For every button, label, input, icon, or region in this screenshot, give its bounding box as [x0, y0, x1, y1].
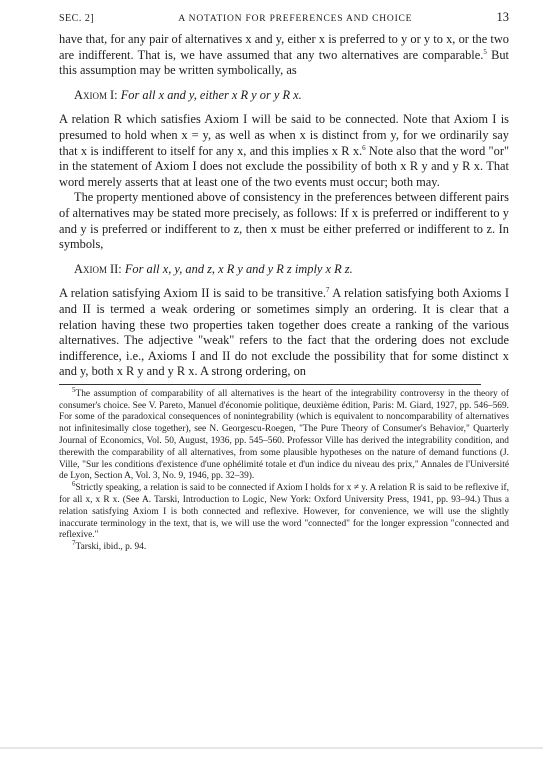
paragraph-transitive [59, 286, 509, 380]
footnote-ref-7: 7 [325, 286, 330, 295]
footnotes [59, 385, 509, 554]
paragraph-text: A relation R which satisfies Axiom I will be said to be connected. Note that Axiom I is presumed to hold when x = y, as well as when x is distinct from y, for we ordinarily say that x is indifferent to itself for any x, and this implies x R x. [59, 112, 509, 158]
paragraph-consistency: The property mentioned above of consistency in the preferences between different pairs of alternatives may be stated more precisely, as follows: If x is preferred or indifferent to y and y is preferred or indifferent to z, then x must be either preferred or indifferent to z. In symbols, [59, 190, 509, 252]
paragraph-connected [59, 112, 509, 190]
footnote-divider [59, 384, 481, 385]
axiom-2-label: Axiom II: [74, 261, 122, 276]
running-title: A NOTATION FOR PREFERENCES AND CHOICE [178, 14, 413, 24]
footnote-5 [59, 385, 509, 483]
paragraph-text: But this assumption may be written symbolically, as [59, 47, 510, 78]
page-bottom-edge [0, 747, 543, 749]
footnote-6-mark: 6 [72, 480, 76, 489]
paragraph-comparability [59, 32, 509, 79]
footnote-7-text: Tarski, ibid., p. 94. [75, 542, 147, 553]
main-text [59, 32, 509, 380]
paragraph-text: Note also that the word "or" in the statement of Axiom I does not exclude the possibility of both x R y and y R x. That word merely asserts that at least one of the two events must occur; both may. [59, 143, 509, 189]
axiom-1 [74, 88, 509, 104]
section-label: SEC. 2] [59, 13, 95, 24]
page-number: 13 [496, 10, 509, 24]
paragraph-text: A relation satisfying Axiom II is said to be transitive. [59, 286, 326, 301]
footnote-5-text: The assumption of comparability of all alternatives is the heart of the integrability controversy in the theory of consumer's choice. See V. Pareto, Manuel d'économie politique, deuxième édition, Paris: M. Giard, 1927, pp. 546–569. For some of the paradoxical consequences of nonintegrability (which is equivalent to noncomparability of alternatives not infinitesimally close together), see N. Georgescu-Roegen, "The Pure Theory of Consumer's Behavior," Quarterly Journal of Economics, Vol. 50, August, 1936, pp. 545–560. Professor Ville has derived the integrability condition, and therewith the comparability of all alternatives, from some plausible hypotheses on the nature of demand functions (J. Ville, "Sur les conditions d'existence d'une ophélimité totale et d'un indice du niveau des prix," Annales de l'Université de Lyon, Section A, Vol. 3, No. 9, 1946, pp. 32–39). [59, 388, 509, 482]
footnote-ref-6: 6 [362, 143, 366, 152]
axiom-1-statement: For all x and y, either x R y or y R x. [120, 87, 302, 102]
footnote-5-mark: 5 [72, 385, 76, 394]
footnote-7 [59, 539, 509, 554]
axiom-2 [74, 262, 509, 278]
running-header [59, 10, 509, 32]
footnote-6-text: Strictly speaking, a relation is said to be connected if Axiom I holds for x ≠ y. A relation R is said to be reflexive if, for all x, x R x. (See A. Tarski, Introduction to Logic, New York: Oxford University Press, 1941, pp. 93–94.) Thus a relation satisfying Axiom I is both connected and reflexive. However, for convenience, we will use the slightly inaccurate terminology in the text, that is, we will use the word "connected" for the longer expression "connected and reflexive." [59, 483, 509, 541]
paragraph-text: A relation satisfying both Axioms I and II is termed a weak ordering or sometimes simply an ordering. It is clear that a relation having these two properties taken together does create a ranking of the various alternatives. The adjective "weak" refers to the fact that the ordering does not exclude indifference, i.e., Axioms I and II do not exclude the possibility that for some distinct x and y, both x R y and y R x. A strong ordering, on [59, 286, 509, 379]
paragraph-text: have that, for any pair of alternatives x and y, either x is preferred to y or y to x, or the two are indifferent. That is, we have assumed that any two alternatives are comparable. [59, 32, 509, 62]
footnote-7-mark: 7 [72, 539, 76, 548]
footnote-ref-5: 5 [483, 47, 487, 56]
axiom-2-statement: For all x, y, and z, x R y and y R z imply x R z. [124, 261, 353, 276]
axiom-1-label: Axiom I: [74, 87, 118, 102]
footnote-6 [59, 480, 509, 542]
